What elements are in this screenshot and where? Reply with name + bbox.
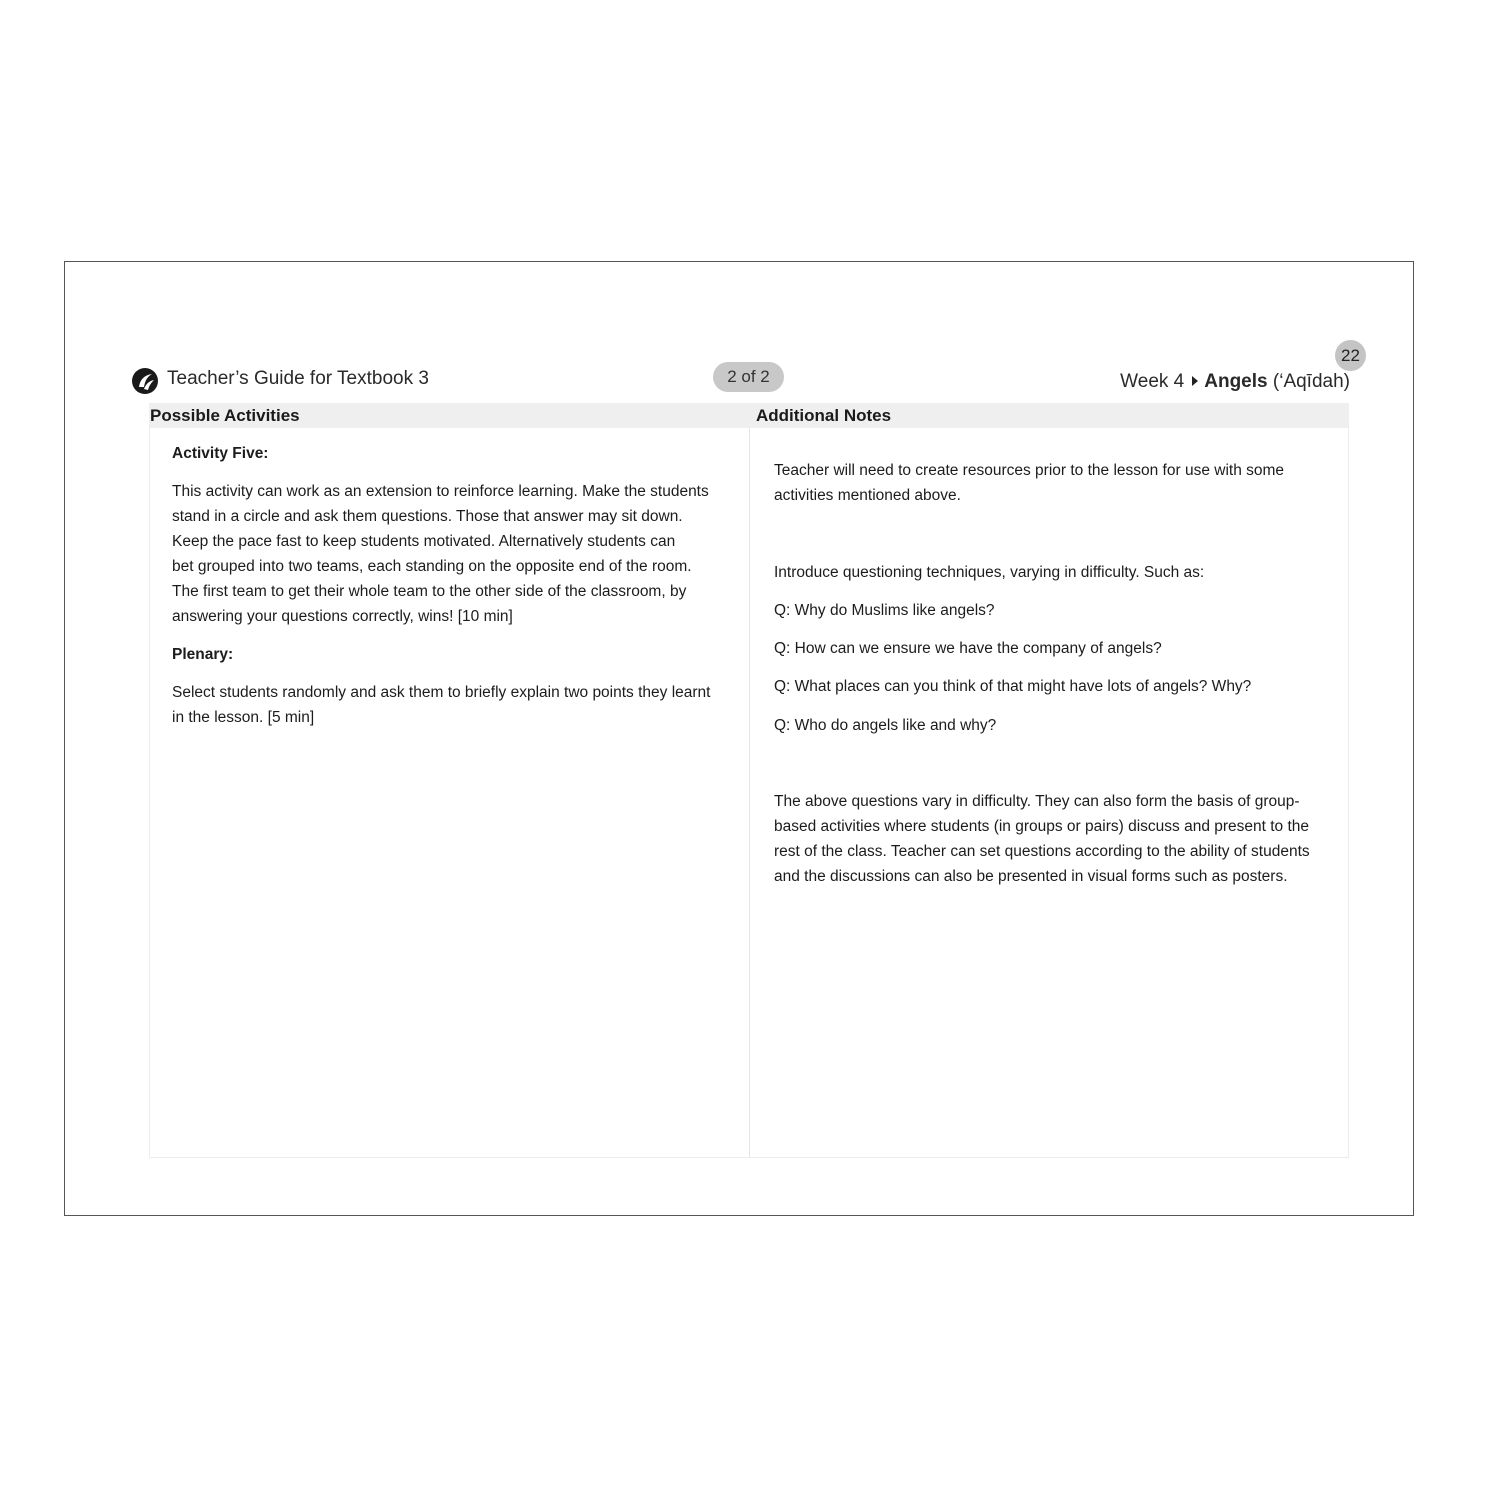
page-counter-badge: 2 of 2	[713, 362, 784, 392]
text-line: This activity can work as an extension to reinforce learning. Make the students	[172, 483, 709, 500]
text-line: based activities where students (in groups or pairs) discuss and present to the	[774, 818, 1310, 835]
week-label: Week 4	[1120, 371, 1185, 392]
topic-suffix: (‘Aqīdah)	[1272, 371, 1350, 392]
text-line: Select students randomly and ask them to briefly explain two points they learnt	[172, 684, 711, 701]
arrow-right-icon	[1192, 376, 1198, 386]
publisher-logo-icon	[131, 367, 159, 395]
closing-paragraph	[774, 789, 1344, 889]
text-line: stand in a circle and ask them questions. Those that answer may sit down.	[172, 508, 683, 525]
question-item: Q: What places can you think of that might have lots of angels? Why?	[774, 678, 1252, 695]
text-line: and the discussions can also be presented in visual forms such as posters.	[774, 868, 1288, 885]
plenary-paragraph	[172, 680, 742, 730]
text-line: Keep the pace fast to keep students motivated. Alternatively students can	[172, 533, 676, 550]
guide-title: Teacher’s Guide for Textbook 3	[167, 368, 429, 389]
question-item: Q: How can we ensure we have the company of angels?	[774, 640, 1162, 657]
questioning-intro: Introduce questioning techniques, varying in difficulty. Such as:	[774, 564, 1205, 581]
text-line: rest of the class. Teacher can set questions according to the ability of students	[774, 843, 1310, 860]
column-heading-notes: Additional Notes	[756, 406, 892, 425]
question-item: Q: Who do angels like and why?	[774, 717, 997, 734]
text-line: activities mentioned above.	[774, 487, 961, 504]
activity-paragraph	[172, 479, 742, 629]
resources-note	[774, 458, 1344, 508]
page-number-badge: 22	[1335, 340, 1366, 371]
activity-title: Activity Five:	[172, 445, 269, 462]
text-line: answering your questions correctly, wins! [10 min]	[172, 608, 513, 625]
text-line: bet grouped into two teams, each standing on the opposite end of the room.	[172, 558, 692, 575]
table-header-band	[149, 403, 1349, 428]
text-line: The above questions vary in difficulty. They can also form the basis of group-	[774, 793, 1300, 810]
plenary-title: Plenary:	[172, 646, 234, 663]
text-line: in the lesson. [5 min]	[172, 709, 315, 726]
topic-label: Angels	[1204, 371, 1268, 392]
column-divider	[749, 428, 750, 1158]
text-line: The first team to get their whole team to the other side of the classroom, by	[172, 583, 687, 600]
week-topic-line	[1120, 371, 1350, 393]
text-line: Teacher will need to create resources prior to the lesson for use with some	[774, 462, 1285, 479]
column-heading-activities: Possible Activities	[150, 406, 300, 425]
question-item: Q: Why do Muslims like angels?	[774, 602, 995, 619]
